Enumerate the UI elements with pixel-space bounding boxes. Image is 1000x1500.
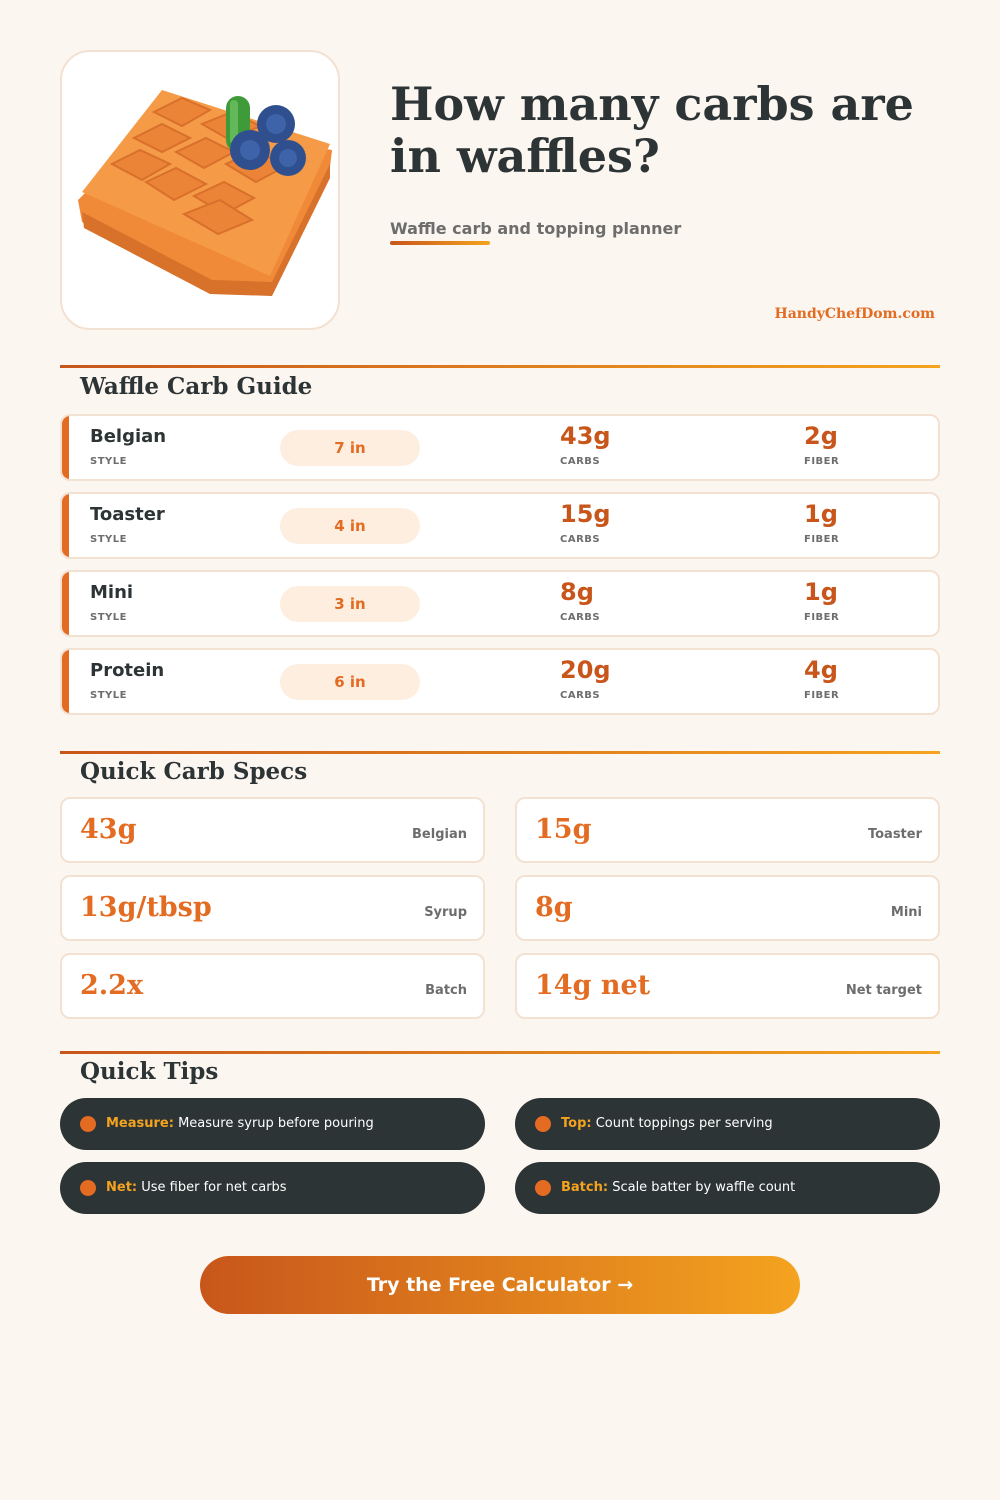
hero-image-card [60, 50, 340, 330]
tip-text: Measure syrup before pouring [178, 1116, 374, 1131]
spec-label: Toaster [867, 827, 922, 842]
row-carbs-caption: CARBS [560, 534, 601, 545]
section-divider [60, 365, 940, 368]
tip-batch [515, 1162, 940, 1214]
row-fiber-value: 2g [804, 422, 838, 450]
row-size-pill: 3 in [280, 586, 420, 622]
guide-row-toaster [60, 492, 940, 559]
spec-card-toaster [515, 797, 940, 863]
tip-text: Scale batter by waffle count [612, 1180, 796, 1195]
spec-value: 43g [80, 814, 137, 845]
specs-section-title: Quick Carb Specs [80, 758, 308, 785]
guide-section-title: Waffle Carb Guide [80, 373, 313, 400]
guide-row-protein [60, 648, 940, 715]
tip-text: Count toppings per serving [595, 1116, 773, 1131]
spec-label: Belgian [412, 827, 467, 842]
spec-label: Batch [425, 983, 467, 998]
row-style-name: Mini [90, 582, 134, 603]
spec-value: 14g net [535, 970, 651, 1001]
spec-label: Mini [890, 905, 922, 920]
guide-row-mini [60, 570, 940, 637]
row-style-name: Protein [90, 660, 165, 681]
spec-label: Syrup [424, 905, 467, 920]
row-accent-bar [62, 416, 69, 479]
tip-key: Measure: [106, 1116, 174, 1131]
bullet-dot-icon [535, 1116, 551, 1132]
tip-text: Use fiber for net carbs [141, 1180, 287, 1195]
section-divider [60, 1051, 940, 1054]
row-size-pill: 6 in [280, 664, 420, 700]
spec-card-belgian [60, 797, 485, 863]
row-style-caption: STYLE [90, 612, 127, 623]
tip-key: Top: [561, 1116, 592, 1131]
row-carbs-value: 15g [560, 500, 611, 528]
row-accent-bar [62, 494, 69, 557]
subtitle-underline [390, 241, 490, 245]
spec-card-mini [515, 875, 940, 941]
row-fiber-caption: FIBER [804, 534, 840, 545]
bullet-dot-icon [80, 1180, 96, 1196]
row-style-caption: STYLE [90, 534, 127, 545]
page-title: How many carbs are in waffles? [390, 77, 914, 183]
row-carbs-value: 8g [560, 578, 594, 606]
row-style-caption: STYLE [90, 456, 127, 467]
free-calculator-button[interactable]: Try the Free Calculator → [200, 1256, 800, 1314]
bullet-dot-icon [80, 1116, 96, 1132]
row-carbs-caption: CARBS [560, 612, 601, 623]
row-fiber-caption: FIBER [804, 690, 840, 701]
row-fiber-value: 4g [804, 656, 838, 684]
bullet-dot-icon [535, 1180, 551, 1196]
row-carbs-value: 43g [560, 422, 611, 450]
row-accent-bar [62, 650, 69, 713]
spec-card-net-target [515, 953, 940, 1019]
row-carbs-caption: CARBS [560, 456, 601, 467]
page-subtitle: Waffle carb and topping planner [390, 219, 682, 238]
tip-top [515, 1098, 940, 1150]
row-fiber-value: 1g [804, 578, 838, 606]
tip-key: Batch: [561, 1180, 609, 1195]
waffle-with-blueberries-icon [62, 52, 342, 332]
spec-card-batch [60, 953, 485, 1019]
section-divider [60, 751, 940, 754]
row-carbs-caption: CARBS [560, 690, 601, 701]
brand-link[interactable]: HandyChefDom.com [774, 306, 935, 322]
row-style-caption: STYLE [90, 690, 127, 701]
spec-value: 15g [535, 814, 592, 845]
row-carbs-value: 20g [560, 656, 611, 684]
guide-row-belgian [60, 414, 940, 481]
row-size-pill: 4 in [280, 508, 420, 544]
row-size-pill: 7 in [280, 430, 420, 466]
tip-net [60, 1162, 485, 1214]
spec-value: 13g/tbsp [80, 892, 212, 923]
tips-section-title: Quick Tips [80, 1058, 219, 1085]
spec-value: 8g [535, 892, 573, 923]
row-style-name: Belgian [90, 426, 167, 447]
row-accent-bar [62, 572, 69, 635]
spec-value: 2.2x [80, 970, 144, 1001]
spec-card-syrup [60, 875, 485, 941]
tip-key: Net: [106, 1180, 138, 1195]
spec-label: Net target [845, 983, 922, 998]
row-fiber-caption: FIBER [804, 456, 840, 467]
tip-measure [60, 1098, 485, 1150]
row-fiber-value: 1g [804, 500, 838, 528]
row-fiber-caption: FIBER [804, 612, 840, 623]
row-style-name: Toaster [90, 504, 165, 525]
